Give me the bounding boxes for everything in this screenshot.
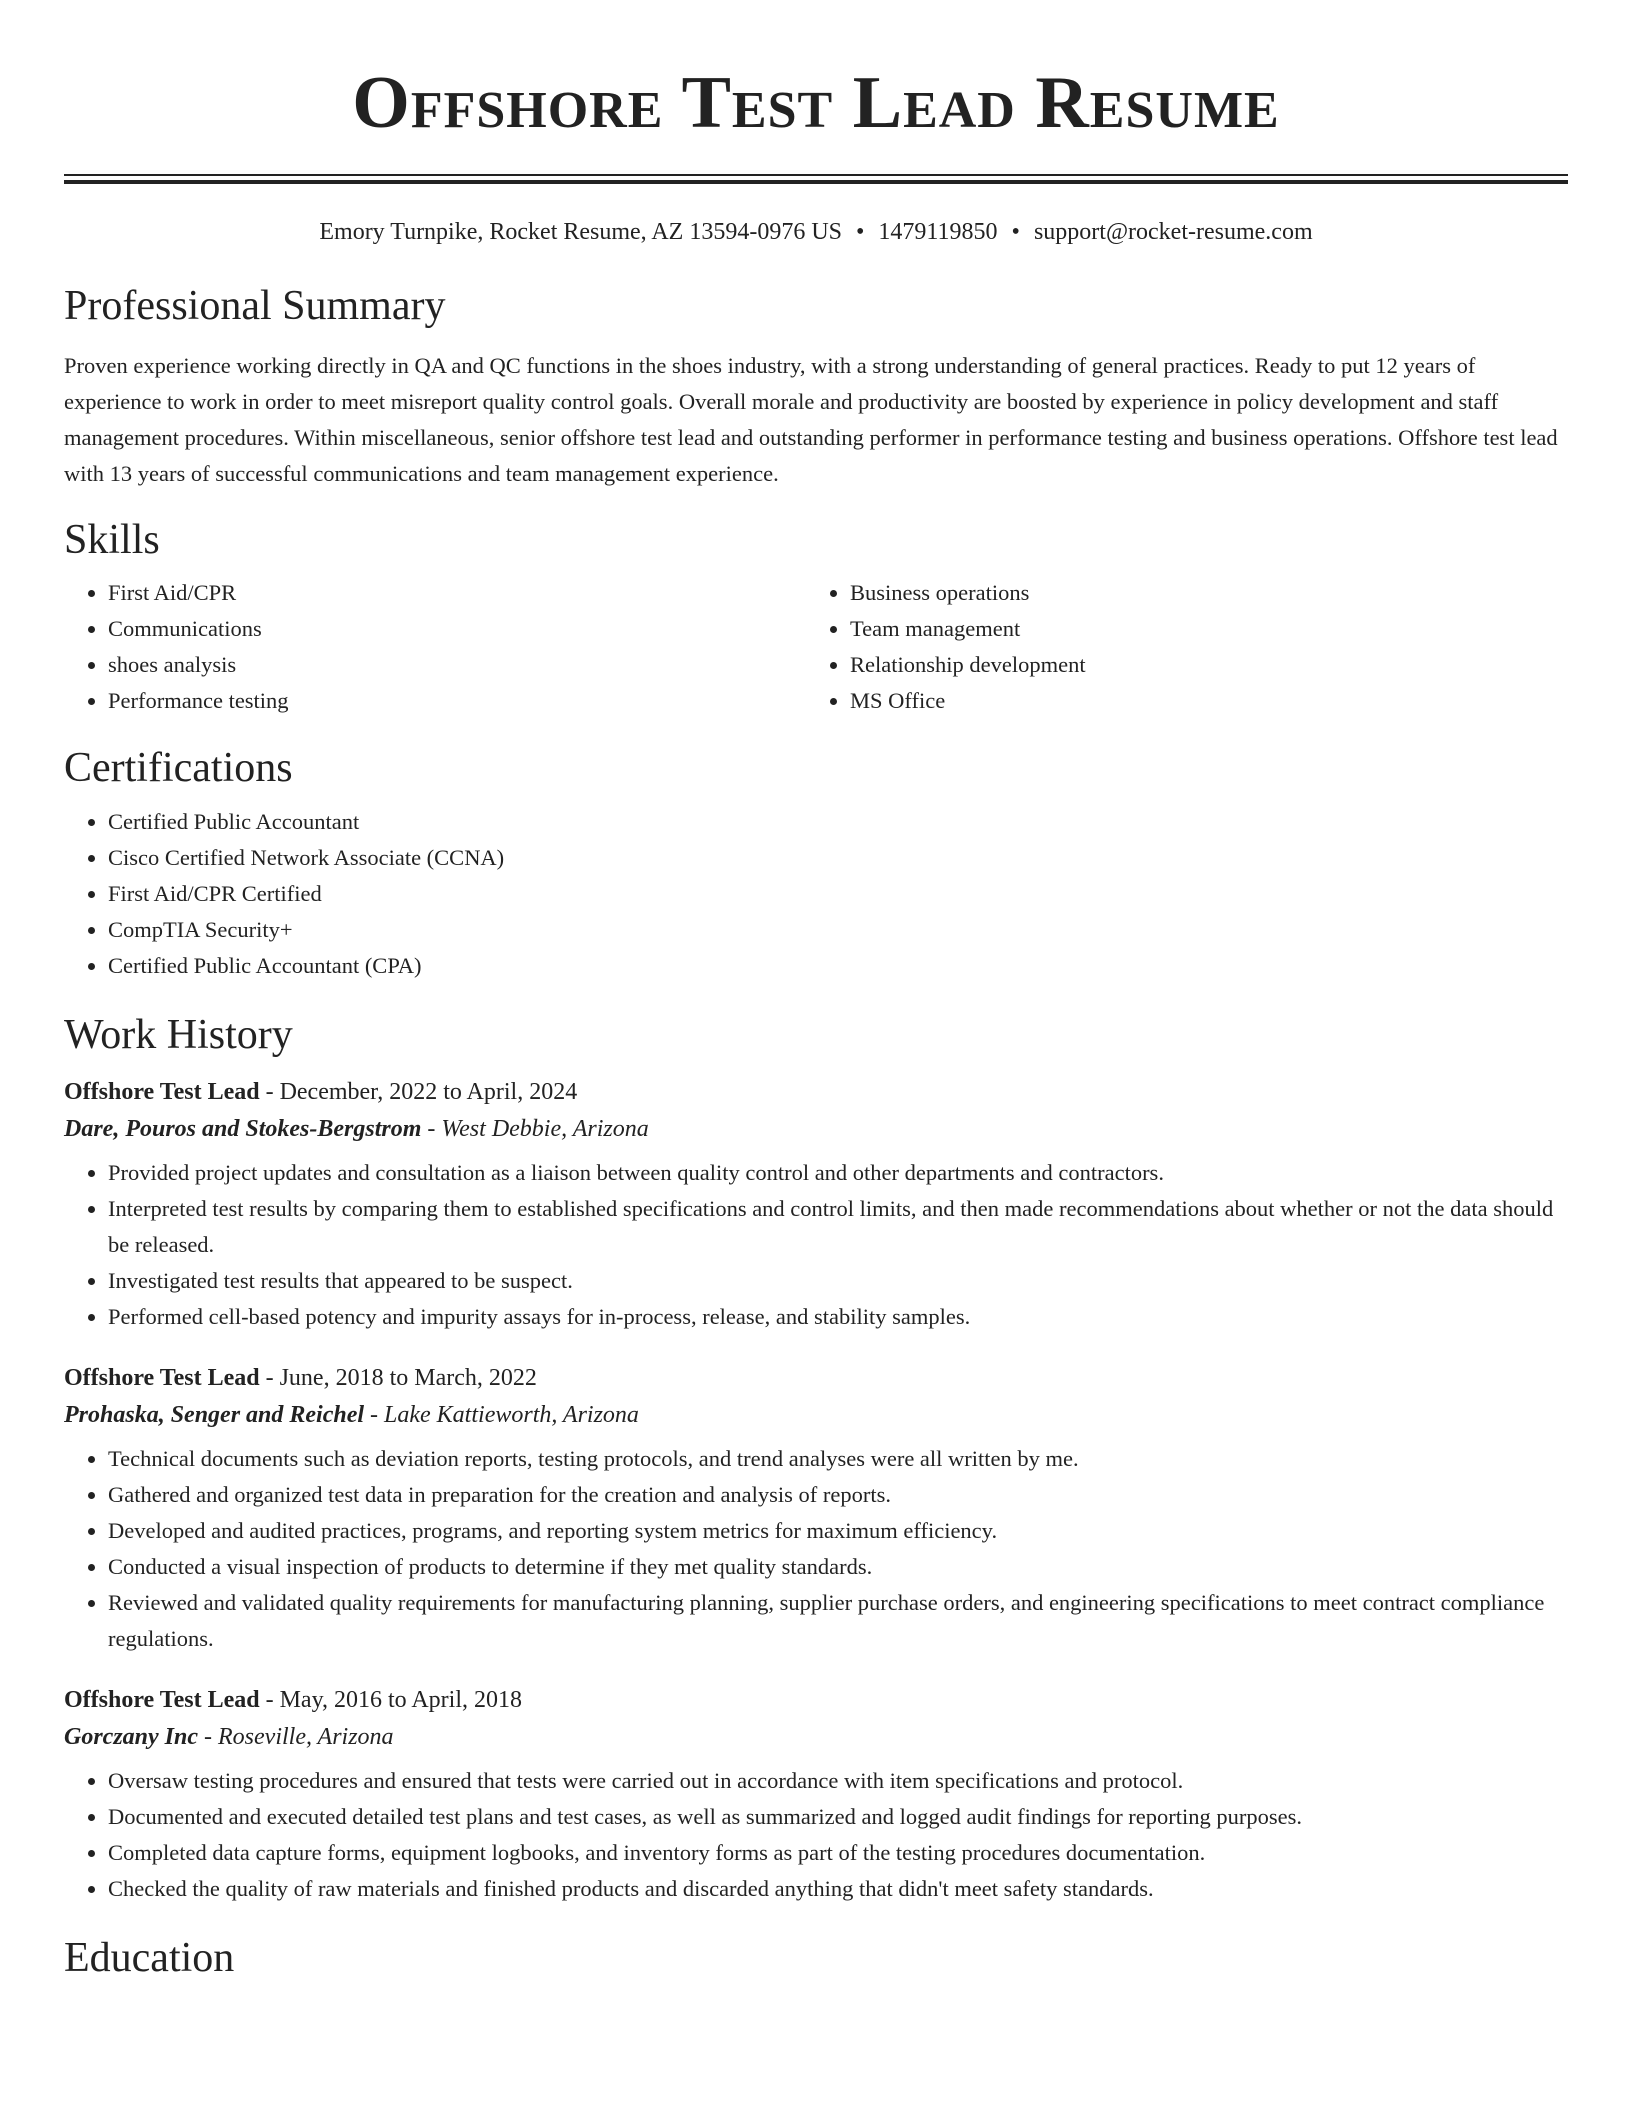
job-bullet: • Developed and audited practices, programs, and reporting system metrics for maximum efficiency. <box>108 1513 1568 1549</box>
work-history-heading: Work History <box>64 1012 293 1058</box>
job-bullet: • Documented and executed detailed test plans and test cases, as well as summarized and logged audit findings for reporting purposes. <box>108 1799 1568 1835</box>
job-entry <box>64 1366 1568 1657</box>
contact-address: Emory Turnpike, Rocket Resume, AZ 13594-0976 US <box>319 219 843 245</box>
skill-item: • Business operations <box>850 575 1568 611</box>
job-company-line <box>64 1403 1568 1427</box>
skill-item: • Relationship development <box>850 647 1568 683</box>
job-title: Offshore Test Lead <box>64 1687 260 1713</box>
job-entry <box>64 1688 1568 1907</box>
job-location: - Lake Kattieworth, Arizona <box>364 1402 639 1428</box>
job-header <box>64 1366 1568 1390</box>
job-location: - West Debbie, Arizona <box>421 1116 649 1142</box>
contact-separator: • <box>1011 219 1020 245</box>
skill-item: • shoes analysis <box>108 647 806 683</box>
job-bullets <box>64 1155 1568 1335</box>
skill-item: • First Aid/CPR <box>108 575 806 611</box>
certification-item: • CompTIA Security+ <box>108 912 1568 948</box>
job-dates: - May, 2016 to April, 2018 <box>259 1687 523 1713</box>
education-heading: Education <box>64 1935 235 1981</box>
job-bullet: • Conducted a visual inspection of products to determine if they met quality standards. <box>108 1549 1568 1585</box>
skill-item: • Communications <box>108 611 806 647</box>
job-dates: - December, 2022 to April, 2024 <box>259 1079 578 1105</box>
job-company-line <box>64 1725 1568 1749</box>
job-header <box>64 1080 1568 1104</box>
job-company: Prohaska, Senger and Reichel <box>64 1402 365 1428</box>
contact-phone: 1479119850 <box>878 219 998 245</box>
skills-heading: Skills <box>64 517 160 563</box>
contact-line <box>64 220 1568 244</box>
contact-separator: • <box>856 219 865 245</box>
certification-item: • Certified Public Accountant <box>108 804 1568 840</box>
job-company: Dare, Pouros and Stokes-Bergstrom <box>64 1116 422 1142</box>
job-bullet: • Performed cell-based potency and impurity assays for in-process, release, and stability samples. <box>108 1299 1568 1335</box>
job-bullet: • Investigated test results that appeared to be suspect. <box>108 1263 1568 1299</box>
skills-column-left <box>64 575 806 719</box>
skill-item: • Team management <box>850 611 1568 647</box>
job-bullet: • Interpreted test results by comparing them to established specifications and control limits, and then made recommendations about whether or not the data should be released. <box>108 1191 1568 1263</box>
contact-email: support@rocket-resume.com <box>1033 219 1313 245</box>
job-entry <box>64 1080 1568 1335</box>
summary-heading: Professional Summary <box>64 283 446 329</box>
job-company: Gorczany Inc <box>64 1724 199 1750</box>
skill-item: • Performance testing <box>108 683 806 719</box>
certification-item: • Cisco Certified Network Associate (CCNA) <box>108 840 1568 876</box>
skills-list <box>64 575 1568 719</box>
job-location: - Roseville, Arizona <box>198 1724 394 1750</box>
skills-column-right <box>806 575 1568 719</box>
summary-text: Proven experience working directly in QA and QC functions in the shoes industry, with a strong understanding of general practices. Ready to put 12 years of experience to work in order to meet misreport quality control goals. Overall morale and productivity are boosted by experience in policy development and staff management procedures. Within miscellaneous, senior offshore test lead and outstanding performer in performance testing and business operations. Offshore test lead with 13 years of successful communications and team management experience. <box>64 353 1558 486</box>
job-header <box>64 1688 1568 1712</box>
job-bullet: • Technical documents such as deviation reports, testing protocols, and trend analyses were all written by me. <box>108 1441 1568 1477</box>
certifications-heading: Certifications <box>64 745 293 791</box>
certification-item: • First Aid/CPR Certified <box>108 876 1568 912</box>
job-bullet: • Completed data capture forms, equipment logbooks, and inventory forms as part of the testing procedures documentation. <box>108 1835 1568 1871</box>
job-title: Offshore Test Lead <box>64 1079 260 1105</box>
job-bullet: • Reviewed and validated quality requirements for manufacturing planning, supplier purchase orders, and engineering specifications to meet contract compliance regulations. <box>108 1585 1568 1657</box>
job-bullet: • Gathered and organized test data in preparation for the creation and analysis of reports. <box>108 1477 1568 1513</box>
certifications-list <box>64 804 1568 984</box>
certification-item: • Certified Public Accountant (CPA) <box>108 948 1568 984</box>
job-bullet: • Oversaw testing procedures and ensured that tests were carried out in accordance with item specifications and protocol. <box>108 1763 1568 1799</box>
job-company-line <box>64 1117 1568 1141</box>
job-title: Offshore Test Lead <box>64 1365 260 1391</box>
job-dates: - June, 2018 to March, 2022 <box>259 1365 537 1391</box>
job-bullet: • Provided project updates and consultation as a liaison between quality control and other departments and contractors. <box>108 1155 1568 1191</box>
job-bullets <box>64 1441 1568 1657</box>
job-bullets <box>64 1763 1568 1907</box>
job-bullet: • Checked the quality of raw materials and finished products and discarded anything that didn't meet safety standards. <box>108 1871 1568 1907</box>
skill-item: • MS Office <box>850 683 1568 719</box>
resume-title: Offshore Test Lead Resume <box>352 62 1280 144</box>
title-divider <box>64 174 1568 184</box>
